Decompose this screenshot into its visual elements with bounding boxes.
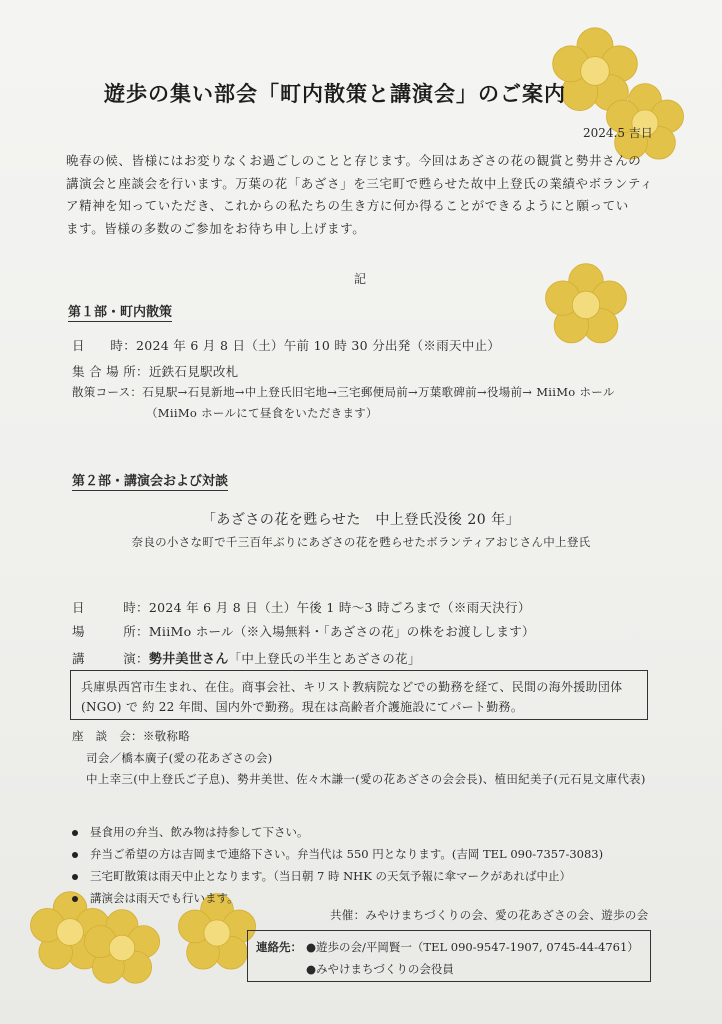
note-item: [72, 868, 571, 884]
part1-date-row: [72, 336, 500, 354]
part2-place-label: 場 所：: [72, 624, 149, 639]
part2-speaker-row: [72, 648, 421, 667]
intro-line: 講演会と座談会を行います。万葉の花「あざさ」を三宅町で甦らせた故中上登氏の業績やボランティ: [66, 175, 654, 191]
ki-marker: 記: [354, 272, 367, 286]
part2-date-value: 2024 年 6 月 8 日（土）午後 1 時～3 時ごろまで（※雨天決行）: [148, 600, 531, 615]
moderator: 司会／橋本廣子(愛の花あざさの会): [86, 751, 273, 765]
part2-date-label: 日 時：: [72, 600, 149, 615]
page-title: 遊歩の集い部会「町内散策と講演会」のご案内: [104, 81, 566, 106]
note-text: 講演会は雨天でも行います。: [90, 891, 239, 905]
contact-line1: ●遊歩の会/平岡賢一（TEL 090-9547-1907, 0745-44-4761）: [306, 940, 639, 954]
intro-line: ます。皆様の多数のご参加をお待ち申し上げます。: [66, 220, 366, 236]
speaker-name: 勢井美世さん: [148, 652, 229, 667]
part2-place-row: [72, 622, 535, 640]
part1-place-row: [72, 362, 238, 380]
part2-date-row: [72, 598, 531, 616]
contact-box: [247, 930, 651, 982]
intro-paragraph: [66, 150, 666, 240]
contact-line2: ●みやけまちづくりの会役員: [306, 962, 454, 976]
lecture-title: 「あざさの花を甦らせた 中上登氏没後 20 年」: [201, 512, 521, 528]
bio-line: (NGO) で 約 22 年間、国内外で勤務。現在は高齢者介護施設にてパート勤務。: [81, 700, 524, 714]
contact-label: 連絡先：: [256, 940, 302, 954]
issue-date: 2024.5 吉日: [583, 126, 653, 140]
gold-flower-icon: [82, 908, 162, 988]
part1-course-value: 石見駅→石見新地→中上登氏旧宅地→三宅郵便局前→万葉歌碑前→役場前→ MiiMo ホール: [142, 385, 615, 399]
part1-place-value: 近鉄石見駅改札: [148, 364, 239, 379]
part1-date-label: 日 時：: [72, 338, 137, 353]
part2-speaker-label: 講 演：: [72, 651, 149, 666]
panel-note: ※敬称略: [142, 729, 191, 743]
gold-flower-icon: [543, 262, 629, 348]
part1-heading: 第１部・町内散策: [68, 301, 172, 322]
speaker-topic: 「中上登氏の半生とあざさの花」: [228, 651, 421, 666]
panel-label: 座 談 会：: [72, 729, 143, 743]
intro-line: 晩春の候、皆様にはお変りなくお過ごしのことと存じます。今回はあざさの花の観賞と勢井さんの: [66, 153, 642, 168]
intro-line: ア精神を知っていただき、これからの私たちの生き方に何か得ることができるようにと願ってい: [66, 198, 629, 213]
lecture-subtitle: 奈良の小さな町で千三百年ぶりにあざさの花を甦らせたボランティアおじさん中上登氏: [131, 535, 591, 549]
part1-course-note: （MiiMo ホールにて昼食をいただきます）: [146, 406, 378, 420]
part1-course-label: 散策コース：: [72, 385, 143, 399]
sponsors: 共催：みやけまちづくりの会、愛の花あざさの会、遊歩の会: [330, 908, 649, 922]
note-text: 三宅町散策は雨天中止となります。（当日朝 7 時 NHK の天気予報に傘マークがあれば中止）: [90, 869, 571, 883]
part1-place-label: 集 合 場 所：: [72, 364, 149, 379]
note-text: 弁当ご希望の方は吉岡まで連絡下さい。弁当代は 550 円となります。(吉岡 TEL 090-7357-3083): [90, 847, 604, 861]
panelists: 中上幸三(中上登氏ご子息)、勢井美世、佐々木謙一(愛の花あざさの会会長)、植田紀美子(元石見文庫代表): [86, 772, 646, 786]
note-item: [72, 846, 603, 862]
note-item: [72, 890, 239, 906]
part2-heading: 第２部・講演会および対談: [72, 470, 228, 491]
part1-date-value: 2024 年 6 月 8 日（土）午前 10 時 30 分出発（※雨天中止）: [136, 338, 501, 353]
note-item: [72, 824, 309, 840]
part1-course-row: [72, 384, 615, 400]
bio-line: 兵庫県西宮市生まれ、在住。商事会社、キリスト教病院などでの勤務を経て、民間の海外援助団体: [81, 680, 623, 694]
part2-place-value: MiiMo ホール（※入場無料・「あざさの花」の株をお渡しします）: [148, 624, 535, 639]
note-text: 昼食用の弁当、飲み物は持参して下さい。: [90, 825, 309, 839]
panel-row: [72, 728, 190, 744]
speaker-bio-box: [70, 670, 648, 720]
